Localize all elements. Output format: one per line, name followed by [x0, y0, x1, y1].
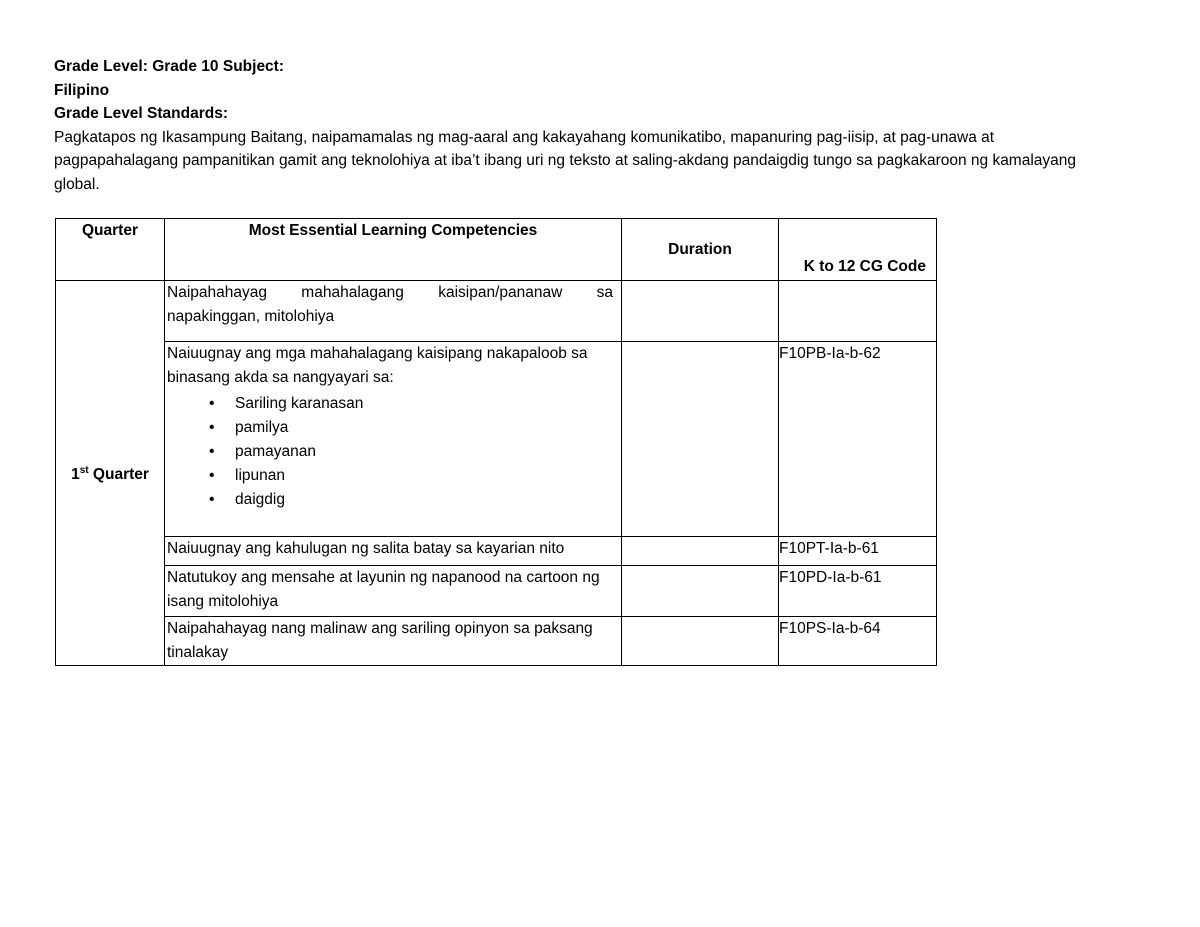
duration-cell	[622, 537, 779, 566]
competency-cell: Natutukoy ang mensahe at layunin ng napanood na cartoon ng isang mitolohiya	[165, 566, 622, 617]
header-duration: Duration	[622, 219, 779, 281]
list-item: • daigdig	[235, 488, 613, 512]
header-cg-code: K to 12 CG Code	[779, 219, 937, 281]
code-cell	[779, 281, 937, 342]
list-item: • pamilya	[235, 416, 613, 440]
duration-cell	[622, 566, 779, 617]
competency-bullet-list	[167, 392, 613, 512]
table-header-row	[56, 219, 937, 281]
competency-cell: Naiuugnay ang kahulugan ng salita batay sa kayarian nito	[165, 537, 622, 566]
table-row	[56, 566, 937, 617]
subject-name: Filipino	[54, 81, 110, 99]
table-row	[56, 342, 937, 537]
duration-cell	[622, 617, 779, 666]
competencies-table	[55, 218, 937, 666]
list-item: • pamayanan	[235, 440, 613, 464]
header-competencies: Most Essential Learning Competencies	[165, 219, 622, 281]
duration-cell	[622, 342, 779, 537]
standards-text: Pagkatapos ng Ikasampung Baitang, naipamamalas ng mag-aaral ang kakayahang komunikatibo, mapanuring pag-iisip, at pag-unawa at pagpapahalagang pampanitikan gamit ang teknolohiya at iba’t ibang uri ng teksto at saling-akdang pandaigdig tungo sa pagkakaroon ng kamalayang global.	[54, 128, 1077, 193]
table-row	[56, 281, 937, 342]
quarter-label: Quarter	[92, 466, 149, 484]
competency-text: Naiuugnay ang mga mahahalagang kaisipang nakapaloob sa binasang akda sa nangyayari sa:	[167, 345, 588, 386]
list-item: • lipunan	[235, 464, 613, 488]
duration-cell	[622, 281, 779, 342]
table-row	[56, 617, 937, 666]
code-cell: F10PT-Ia-b-61	[779, 537, 937, 566]
document-header	[54, 55, 1094, 196]
code-cell: F10PS-Ia-b-64	[779, 617, 937, 666]
competency-cell: Naipahahayag mahahalagang kaisipan/pananaw sa napakinggan, mitolohiya	[165, 281, 622, 342]
code-cell: F10PB-Ia-b-62	[779, 342, 937, 537]
competency-cell: Naipahahayag nang malinaw ang sariling opinyon sa paksang tinalakay	[165, 617, 622, 666]
grade-level-line: Grade Level: Grade 10 Subject:	[54, 58, 285, 75]
header-quarter: Quarter	[56, 219, 165, 281]
table-row	[56, 537, 937, 566]
quarter-cell	[56, 281, 165, 666]
quarter-number: 1	[71, 466, 80, 484]
standards-label: Grade Level Standards:	[54, 105, 229, 122]
competency-cell	[165, 342, 622, 537]
code-cell: F10PD-Ia-b-61	[779, 566, 937, 617]
quarter-suffix: st	[79, 464, 89, 476]
list-item: • Sariling karanasan	[235, 392, 613, 416]
